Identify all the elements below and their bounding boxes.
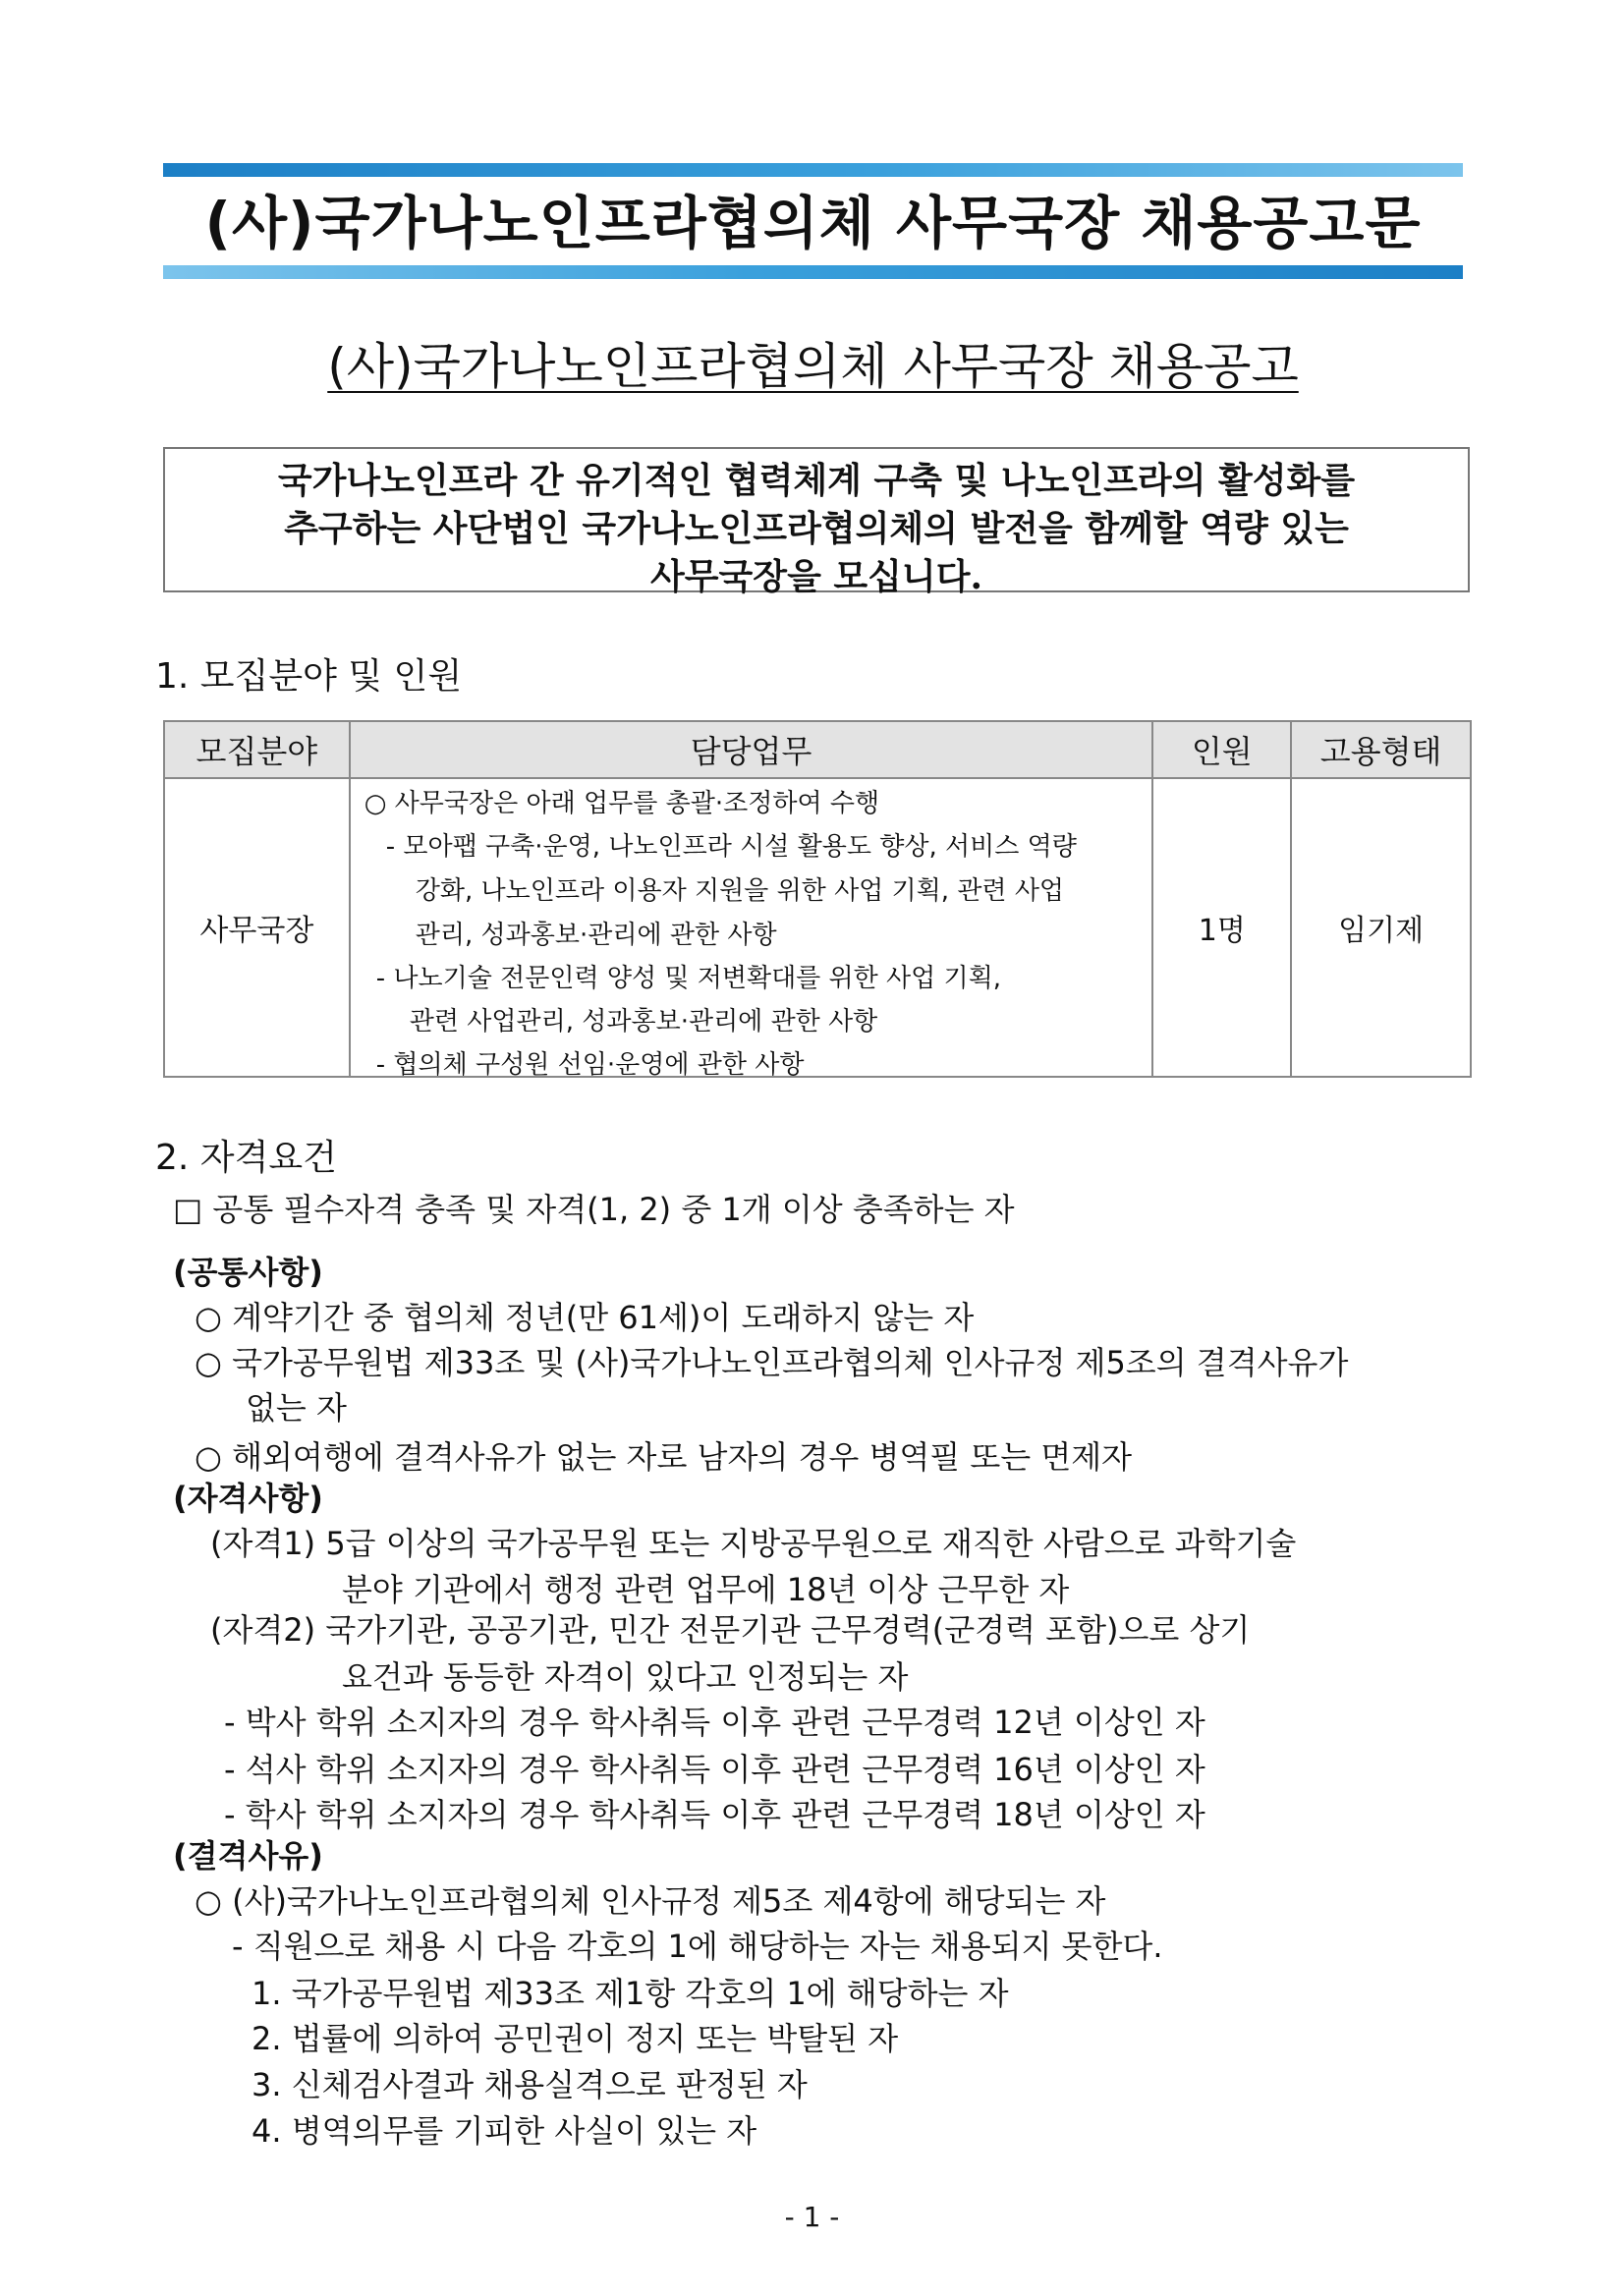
group-label: (자격사항) [173,1480,323,1517]
list-item: (자격1) 5급 이상의 국가공무원 또는 지방공무원으로 재직한 사람으로 과학기술 [210,1525,1297,1562]
list-item: - 박사 학위 소지자의 경우 학사취득 이후 관련 근무경력 12년 이상인 자 [224,1704,1205,1741]
list-item: 없는 자 [246,1389,347,1427]
list-item: - 학사 학위 소지자의 경우 학사취득 이후 관련 근무경력 18년 이상인 자 [224,1796,1205,1833]
list-item: - 석사 학위 소지자의 경우 학사취득 이후 관련 근무경력 16년 이상인 자 [224,1751,1205,1788]
section-heading: 2. 자격요건 [155,1138,337,1178]
duty-line: 강화, 나노인프라 이용자 지원을 위한 사업 기획, 관련 사업 [415,876,1065,906]
intro-box [163,447,1470,597]
title-bar-bottom [163,265,1463,279]
duty-line: 관련 사업관리, 성과홍보·관리에 관한 사항 [409,1007,878,1036]
table-header-cell: 인원 [1152,721,1291,778]
duty-line: ○ 사무국장은 아래 업무를 총괄·조정하여 수행 [364,789,880,818]
count-cell: 1명 [1152,778,1291,1077]
list-item: ○ 계약기간 중 협의체 정년(만 61세)이 도래하지 않는 자 [195,1299,975,1336]
list-item: 4. 병역의무를 기피한 사실이 있는 자 [252,2112,757,2150]
table-header-row [164,721,1471,778]
list-item: - 직원으로 채용 시 다음 각호의 1에 해당하는 자는 채용되지 못한다. [232,1928,1163,1965]
duty-line: - 나노기술 전문인력 양성 및 저변확대를 위한 사업 기획, [375,964,1002,993]
list-item: (자격2) 국가기관, 공공기관, 민간 전문기관 근무경력(군경력 포함)으로 상기 [210,1611,1251,1649]
list-item: 분야 기관에서 행정 관련 업무에 18년 이상 근무한 자 [342,1571,1070,1608]
document-subtitle [163,327,1463,398]
list-item: 2. 법률에 의하여 공민권이 정지 또는 박탈된 자 [252,2020,899,2057]
duty-line: - 협의체 구성원 선임·운영에 관한 사항 [375,1050,805,1080]
document-title: (사)국가나노인프라협의체 사무국장 채용공고문 [204,190,1422,256]
list-item: 1. 국가공무원법 제33조 제1항 각호의 1에 해당하는 자 [252,1975,1009,2012]
subtitle-text: (사)국가나노인프라협의체 사무국장 채용공고 [327,338,1299,395]
recruit-table [163,720,1472,1078]
employment-cell: 임기제 [1291,778,1471,1077]
duty-line: - 모아팹 구축·운영, 나노인프라 시설 활용도 향상, 서비스 역량 [385,832,1077,862]
duty-line: 관리, 성과홍보·관리에 관한 사항 [415,921,777,950]
field-cell: 사무국장 [164,778,350,1077]
requirement-summary: □ 공통 필수자격 충족 및 자격(1, 2) 중 1개 이상 충족하는 자 [173,1191,1015,1228]
table-header-cell: 고용형태 [1291,721,1471,778]
section-heading: 1. 모집분야 및 인원 [155,656,463,697]
intro-line: 사무국장을 모십니다. [649,556,983,597]
list-item: ○ (사)국가나노인프라협의체 인사규정 제5조 제4항에 해당되는 자 [195,1882,1106,1920]
duties-cell [350,778,1153,1080]
table-row [164,778,1471,1077]
intro-line: 국가나노인프라 간 유기적인 협력체계 구축 및 나노인프라의 활성화를 [277,460,1356,501]
table-header-cell: 모집분야 [164,721,350,778]
list-item: ○ 국가공무원법 제33조 및 (사)국가나노인프라협의체 인사규정 제5조의 결격사유가 [195,1344,1349,1381]
list-item: 3. 신체검사결과 채용실격으로 판정된 자 [252,2066,808,2103]
list-item: ○ 해외여행에 결격사유가 없는 자로 남자의 경우 병역필 또는 면제자 [195,1438,1133,1476]
title-bar-top [163,163,1463,177]
intro-line: 추구하는 사단법인 국가나노인프라협의체의 발전을 함께할 역량 있는 [284,508,1349,549]
table-header-cell: 담당업무 [350,721,1153,778]
group-label: (공통사항) [173,1254,323,1291]
list-item: 요건과 동등한 자격이 있다고 인정되는 자 [342,1658,909,1696]
page-number: - 1 - [784,2201,840,2233]
group-label: (결격사유) [173,1837,323,1875]
